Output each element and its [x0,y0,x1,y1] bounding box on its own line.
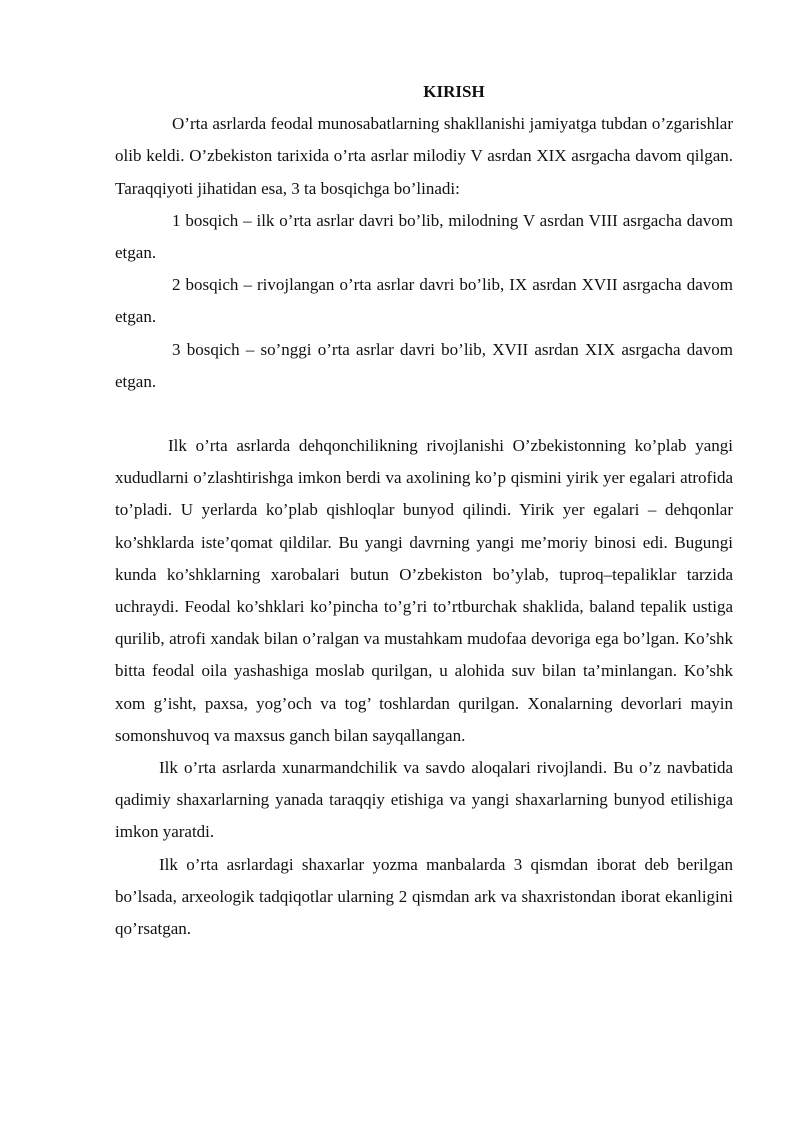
paragraph-crafts: Ilk o’rta asrlarda xunarmandchilik va savdo aloqalari rivojlandi. Bu o’z navbatida qadimiy shaxarlarning yanada taraqqiy etishiga va yangi shaxarlarning bunyod etilishiga imkon yaratdi. [115,758,733,842]
paragraph-intro: O’rta asrlarda feodal munosabatlarning shakllanishi jamiyatga tubdan o’zgarishlar olib keldi. O’zbekiston tarixida o’rta asrlar milodiy V asrdan XIX asrgacha davom qilgan. Taraqqiyoti jihatidan esa, 3 ta bosqichga bo’linadi: [115,114,733,198]
paragraph-stage-2: 2 bosqich – rivojlangan o’rta asrlar davri bo’lib, IX asrdan XVII asrgacha davom etgan. [115,275,733,327]
paragraph-stage-3: 3 bosqich – so’nggi o’rta asrlar davri bo’lib, XVII asrdan XIX asrgacha davom etgan. [115,339,733,391]
document-body [115,76,733,945]
paragraph-agriculture: Ilk o’rta asrlarda dehqonchilikning rivojlanishi O’zbekistonning ko’plab yangi xududlarni o’zlashtirishga imkon berdi va axolining ko’p qismini yirik yer egalari atrofida to’pladi. U yerlarda ko’plab qishloqlar bunyod qilindi. Yirik yer egalari – dehqonlar ko’shklarda iste’qomat qildilar. Bu yangi davrning yangi me’moriy binosi edi. Bugungi kunda ko’shklarning xarobalari butun O’zbekiston bo’ylab, tuproq–tepaliklar tarzida uchraydi. Feodal ko’shklari ko’pincha to’g’ri to’rtburchak shaklida, baland tepalik ustiga qurilib, atrofi xandak bilan o’ralgan va mustahkam mudofaa devoriga ega bo’lgan. Ko’shk bitta feodal oila yashashiga moslab qurilgan, u alohida suv bilan ta’minlangan. Ko’shk xom g’isht, paxsa, yog’och va tog’ toshlardan qurilgan. Xonalarning devorlari mayin somonshuvoq va maxsus ganch bilan sayqallangan. [115,436,733,745]
paragraph-stage-1: 1 bosqich – ilk o’rta asrlar davri bo’lib, milodning V asrdan VIII asrgacha davom etgan. [115,210,733,263]
paragraph-spacer [115,398,733,430]
paragraph-cities: Ilk o’rta asrlardagi shaxarlar yozma manbalarda 3 qismdan iborat deb berilgan bo’lsada, arxeologik tadqiqotlar ularning 2 qismdan ark va shaxristondan iborat ekanligini qo’rsatgan. [115,854,733,939]
document-title: KIRISH [423,82,485,101]
